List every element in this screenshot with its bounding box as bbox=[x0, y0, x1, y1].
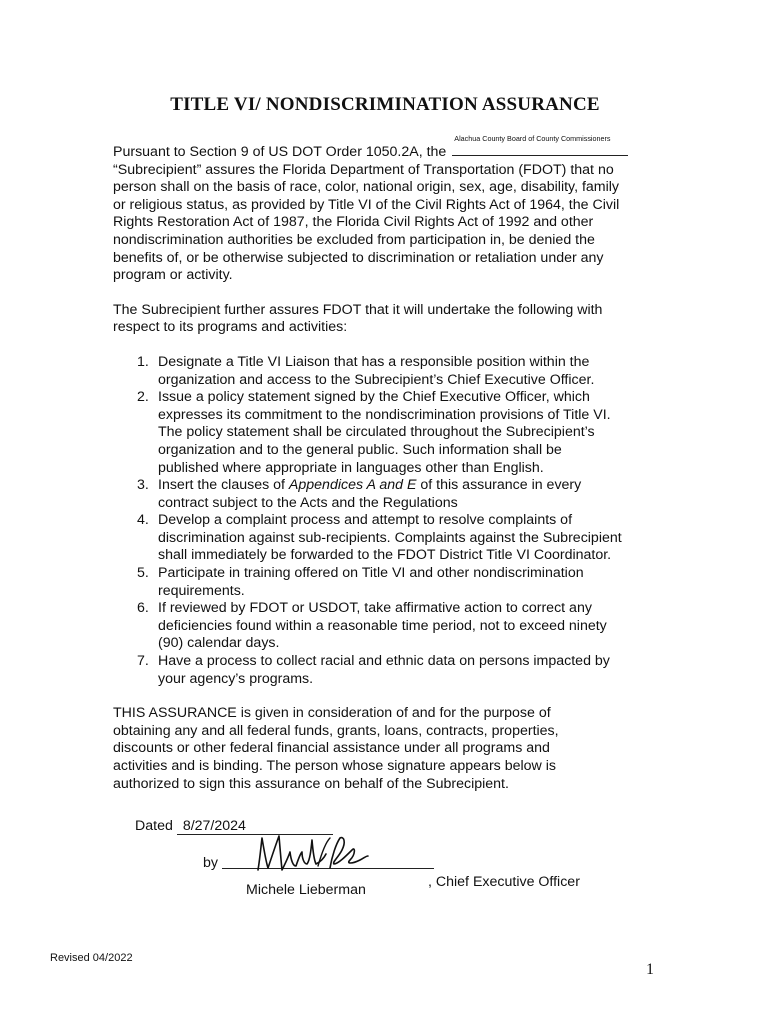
list-item-text: If reviewed by FDOT or USDOT, take affirmative action to correct any bbox=[158, 600, 592, 617]
list-item bbox=[113, 653, 663, 688]
list-item-text: organization and access to the Subrecipient’s Chief Executive Officer. bbox=[158, 371, 595, 388]
signer-name: Michele Lieberman bbox=[246, 882, 366, 898]
list-item-text: deficiencies found within a reasonable time period, not to exceed ninety bbox=[158, 617, 607, 634]
closing-line: obtaining any and all federal funds, grants, loans, contracts, properties, bbox=[113, 722, 559, 739]
list-item-number: 3. bbox=[137, 477, 149, 494]
intro-line-1-text: Pursuant to Section 9 of US DOT Order 1050.2A, the bbox=[113, 144, 447, 160]
list-item-text: expresses its commitment to the nondiscrimination provisions of Title VI. bbox=[158, 406, 611, 423]
intro-line: benefits of, or be otherwise subjected to discrimination or retaliation under any bbox=[113, 249, 604, 266]
closing-line: THIS ASSURANCE is given in consideration of and for the purpose of bbox=[113, 705, 551, 722]
intro-line: or religious status, as provided by Title VI of the Civil Rights Act of 1964, the Civil bbox=[113, 196, 620, 213]
closing-line: authorized to sign this assurance on behalf of the Subrecipient. bbox=[113, 775, 509, 792]
subrecipient-name-field bbox=[452, 134, 628, 156]
intro-paragraph bbox=[113, 134, 663, 285]
list-item-text: contract subject to the Acts and the Regulations bbox=[158, 494, 458, 511]
list-item-text: shall immediately be forwarded to the FDOT District Title VI Coordinator. bbox=[158, 547, 612, 564]
revised-date: Revised 04/2022 bbox=[50, 952, 133, 964]
further-line: The Subrecipient further assures FDOT that it will undertake the following with bbox=[113, 301, 603, 318]
closing-paragraph bbox=[113, 705, 663, 793]
list-item-number: 1. bbox=[137, 353, 149, 370]
assurance-list bbox=[113, 354, 663, 688]
list-item-text-post: of this assurance in every bbox=[416, 477, 582, 494]
dated-label: Dated bbox=[135, 818, 173, 834]
list-item-text: Have a process to collect racial and ethnic data on persons impacted by bbox=[158, 653, 610, 670]
list-item-number: 4. bbox=[137, 512, 149, 529]
list-item-text: Designate a Title VI Liaison that has a responsible position within the bbox=[158, 353, 590, 370]
list-item-text: The policy statement shall be circulated throughout the Subrecipient’s bbox=[158, 424, 595, 441]
list-item-text: Issue a policy statement signed by the Chief Executive Officer, which bbox=[158, 389, 590, 406]
list-item-text: requirements. bbox=[158, 582, 245, 599]
list-item-text: organization and to the general public. Such information shall be bbox=[158, 441, 562, 458]
list-item bbox=[113, 600, 663, 653]
closing-line: activities and is binding. The person whose signature appears below is bbox=[113, 758, 556, 774]
list-item-text-pre: Insert the clauses of bbox=[158, 477, 289, 494]
list-item-number: 2. bbox=[137, 389, 149, 406]
intro-line: Rights Restoration Act of 1987, the Florida Civil Rights Act of 1992 and other bbox=[113, 214, 594, 231]
list-item bbox=[113, 565, 663, 600]
intro-line: person shall on the basis of race, color, national origin, sex, age, disability, family bbox=[113, 179, 620, 196]
further-paragraph bbox=[113, 302, 663, 337]
list-item-text: discrimination against sub-recipients. Complaints against the Subrecipient bbox=[158, 529, 622, 546]
intro-line: program or activity. bbox=[113, 267, 233, 284]
list-item-text: published where appropriate in languages other than English. bbox=[158, 459, 544, 476]
list-item bbox=[113, 389, 663, 477]
list-item-number: 6. bbox=[137, 600, 149, 617]
dated-value: 8/27/2024 bbox=[177, 818, 333, 835]
subrecipient-name: Alachua County Board of County Commissioners bbox=[454, 134, 611, 143]
document-title: TITLE VI/ NONDISCRIMINATION ASSURANCE bbox=[170, 94, 600, 115]
list-item-number: 5. bbox=[137, 565, 149, 582]
page-number: 1 bbox=[646, 961, 654, 978]
list-item bbox=[113, 354, 663, 389]
appendices-reference: Appendices A and E bbox=[288, 477, 417, 494]
intro-line-1 bbox=[113, 134, 628, 160]
list-item-text: your agency’s programs. bbox=[158, 670, 314, 687]
list-item bbox=[113, 512, 663, 565]
closing-line: discounts or other federal financial assistance under all programs and bbox=[113, 740, 550, 757]
document-body bbox=[113, 134, 663, 793]
list-item bbox=[113, 477, 663, 512]
list-item-text: (90) calendar days. bbox=[158, 635, 280, 652]
list-item-text: Participate in training offered on Title VI and other nondiscrimination bbox=[158, 565, 584, 582]
signer-title: , Chief Executive Officer bbox=[428, 874, 580, 890]
by-label: by bbox=[203, 855, 218, 871]
handwritten-signature bbox=[252, 830, 372, 876]
further-line: respect to its programs and activities: bbox=[113, 319, 348, 336]
list-item-text bbox=[158, 477, 663, 495]
intro-line: “Subrecipient” assures the Florida Department of Transportation (FDOT) that no bbox=[113, 161, 614, 178]
list-item-text: Develop a complaint process and attempt to resolve complaints of bbox=[158, 512, 573, 529]
list-item-number: 7. bbox=[137, 653, 149, 670]
intro-line: nondiscrimination authorities be excluded from participation in, be denied the bbox=[113, 231, 595, 248]
